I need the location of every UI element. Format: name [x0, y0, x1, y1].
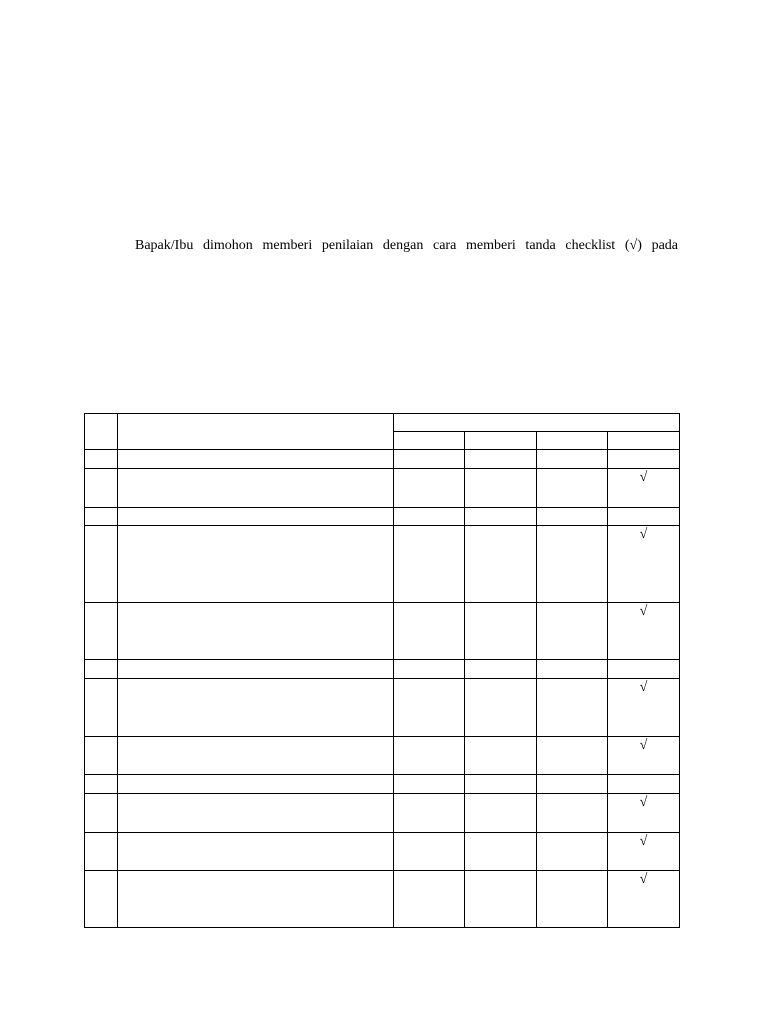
score-cell: [465, 871, 537, 928]
score-cell: [394, 679, 465, 737]
check-cell: √: [608, 833, 680, 871]
check-cell: √: [608, 871, 680, 928]
score-cell: [465, 660, 537, 679]
table-row: [85, 660, 680, 679]
number-cell: [85, 679, 118, 737]
check-cell: √: [608, 526, 680, 603]
header-score-cell: [608, 432, 680, 450]
check-cell: [608, 508, 680, 526]
score-cell: [537, 469, 608, 508]
table-row: [85, 450, 680, 469]
number-cell: [85, 871, 118, 928]
table-row: [85, 469, 680, 508]
header-score-group-cell: [394, 414, 680, 432]
item-cell: [118, 775, 394, 794]
number-cell: [85, 469, 118, 508]
header-score-cell: [394, 432, 465, 450]
check-cell: √: [608, 737, 680, 775]
score-cell: [394, 603, 465, 660]
score-cell: [465, 679, 537, 737]
score-cell: [537, 450, 608, 469]
number-cell: [85, 603, 118, 660]
header-score-cell: [537, 432, 608, 450]
score-cell: [465, 737, 537, 775]
score-cell: [394, 775, 465, 794]
number-cell: [85, 775, 118, 794]
score-cell: [537, 833, 608, 871]
table-row: [85, 526, 680, 603]
score-cell: [394, 526, 465, 603]
table-row: [85, 737, 680, 775]
item-cell: [118, 450, 394, 469]
score-cell: [394, 737, 465, 775]
item-cell: [118, 871, 394, 928]
check-cell: √: [608, 794, 680, 833]
score-cell: [537, 508, 608, 526]
score-cell: [465, 526, 537, 603]
score-cell: [465, 450, 537, 469]
score-cell: [537, 871, 608, 928]
score-cell: [537, 794, 608, 833]
score-cell: [465, 775, 537, 794]
check-cell: [608, 775, 680, 794]
item-cell: [118, 603, 394, 660]
header-item-cell: [118, 414, 394, 450]
score-cell: [465, 833, 537, 871]
score-cell: [394, 871, 465, 928]
number-cell: [85, 508, 118, 526]
header-score-cell: [465, 432, 537, 450]
table-row: [85, 871, 680, 928]
item-cell: [118, 660, 394, 679]
item-cell: [118, 794, 394, 833]
score-cell: [394, 450, 465, 469]
score-cell: [394, 794, 465, 833]
item-cell: [118, 469, 394, 508]
score-cell: [537, 679, 608, 737]
check-cell: √: [608, 679, 680, 737]
item-cell: [118, 508, 394, 526]
score-cell: [465, 603, 537, 660]
score-cell: [465, 469, 537, 508]
table-row: [85, 833, 680, 871]
item-cell: [118, 679, 394, 737]
score-cell: [394, 660, 465, 679]
table-row: [85, 679, 680, 737]
item-cell: [118, 833, 394, 871]
assessment-table: [84, 413, 680, 928]
table-row: [85, 508, 680, 526]
number-cell: [85, 526, 118, 603]
table-row: [85, 794, 680, 833]
score-cell: [465, 794, 537, 833]
number-cell: [85, 833, 118, 871]
score-cell: [537, 775, 608, 794]
score-cell: [394, 469, 465, 508]
header-number-cell: [85, 414, 118, 450]
table-row: [85, 775, 680, 794]
score-cell: [465, 508, 537, 526]
score-cell: [537, 737, 608, 775]
number-cell: [85, 794, 118, 833]
instruction-text: Bapak/Ibu dimohon memberi penilaian dengan cara memberi tanda checklist (√) pada: [135, 238, 678, 253]
header-row: [85, 414, 680, 432]
score-cell: [537, 660, 608, 679]
score-cell: [394, 508, 465, 526]
score-cell: [394, 833, 465, 871]
check-cell: √: [608, 469, 680, 508]
table-row: [85, 603, 680, 660]
number-cell: [85, 737, 118, 775]
check-cell: [608, 450, 680, 469]
score-cell: [537, 603, 608, 660]
item-cell: [118, 526, 394, 603]
check-cell: [608, 660, 680, 679]
number-cell: [85, 660, 118, 679]
check-cell: √: [608, 603, 680, 660]
number-cell: [85, 450, 118, 469]
item-cell: [118, 737, 394, 775]
score-cell: [537, 526, 608, 603]
